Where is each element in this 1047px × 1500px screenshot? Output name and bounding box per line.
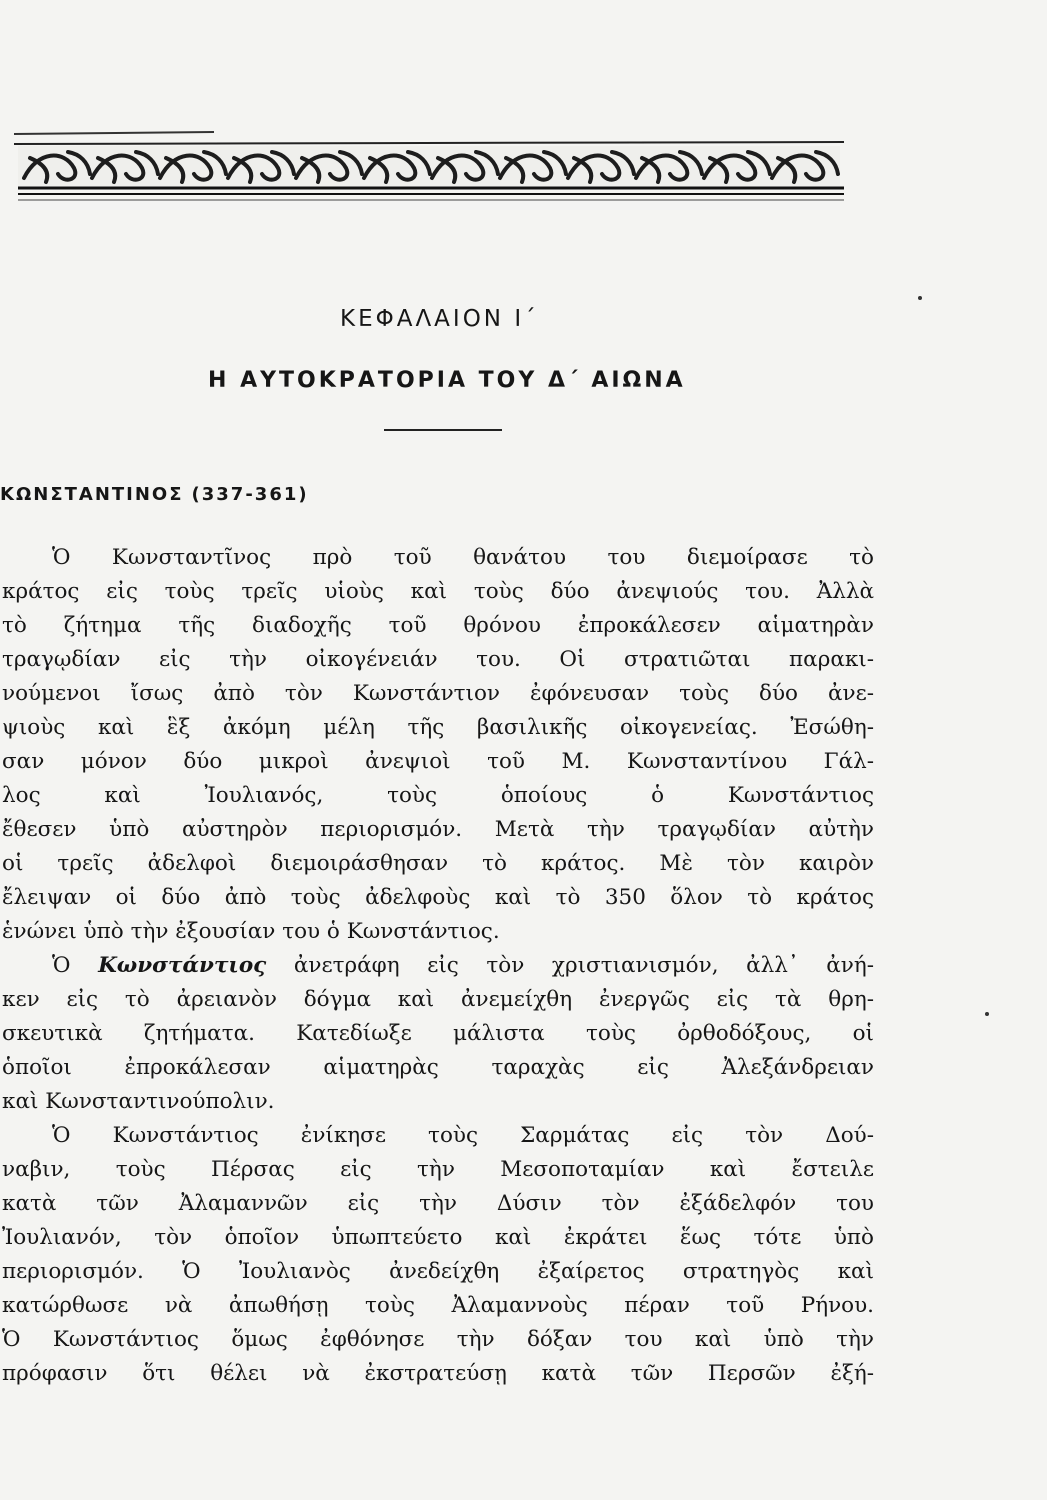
decorative-leaf-border [14, 128, 846, 210]
title-divider [384, 429, 502, 431]
section-dates: (337-361) [191, 484, 309, 505]
text-line: τραγῳδίαν εἰς τὴν οἰκογένειάν του. Οἱ στρατιῶται παρακι- [2, 647, 874, 672]
text-line: ψιοὺς καὶ ἓξ ἀκόμη μέλη τῆς βασιλικῆς οἰκογενείας. Ἐσώθη- [2, 715, 874, 740]
text-run: ἀνετράφη εἰς τὸν χριστιανισμόν, ἀλλ᾽ ἀνή- [266, 953, 874, 978]
text-line: Ὁ Κωνστάντιος ἐνίκησε τοὺς Σαρμάτας εἰς τὸν Δού- [52, 1123, 874, 1148]
text-line [52, 949, 874, 983]
text-line: σαν μόνον δύο μικροὶ ἀνεψιοὶ τοῦ Μ. Κωνσταντίνου Γάλ- [2, 749, 874, 774]
text-line: τὸ ζήτημα τῆς διαδοχῆς τοῦ θρόνου ἐπροκάλεσεν αἱματηρὰν [2, 613, 874, 638]
text-line: ἑνώνει ὑπὸ τὴν ἐξουσίαν του ὁ Κωνστάντιος. [2, 919, 500, 944]
text-line: πρόφασιν ὅτι θέλει νὰ ἐκστρατεύσῃ κατὰ τῶν Περσῶν ἐξή- [2, 1361, 874, 1386]
section-name: ΚΩΝΣΤΑΝΤΙΝΟΣ [0, 484, 184, 505]
text-line: σκευτικὰ ζητήματα. Κατεδίωξε μάλιστα τοὺς ὀρθοδόξους, οἱ [2, 1021, 874, 1046]
text-line: ὁποῖοι ἐπροκάλεσαν αἱματηρὰς ταραχὰς εἰς Ἀλεξάνδρειαν [2, 1055, 874, 1080]
chapter-title: Η ΑΥΤΟΚΡΑΤΟΡΙΑ ΤΟΥ Δ΄ ΑΙΩΝΑ [208, 368, 686, 393]
emphasized-name: Κωνστάντιος [98, 953, 267, 978]
chapter-label: ΚΕΦΑΛΑΙΟΝ Ι΄ [340, 306, 539, 332]
text-line: ναβιν, τοὺς Πέρσας εἰς τὴν Μεσοποταμίαν καὶ ἔστειλε [2, 1157, 874, 1182]
text-line: Ὁ Κωνστάντιος ὅμως ἐφθόνησε τὴν δόξαν του καὶ ὑπὸ τὴν [2, 1327, 874, 1352]
text-line: νούμενοι ἴσως ἀπὸ τὸν Κωνστάντιον ἐφόνευσαν τοὺς δύο ἀνε- [2, 681, 874, 706]
text-line: ἔθεσεν ὑπὸ αὐστηρὸν περιορισμόν. Μετὰ τὴν τραγῳδίαν αὐτὴν [2, 817, 874, 842]
text-line: περιορισμόν. Ὁ Ἰουλιανὸς ἀνεδείχθη ἐξαίρετος στρατηγὸς καὶ [2, 1259, 874, 1284]
text-run: Ὁ [52, 953, 99, 978]
text-line: ἔλειψαν οἱ δύο ἀπὸ τοὺς ἀδελφοὺς καὶ τὸ 350 ὅλον τὸ κράτος [2, 885, 874, 910]
print-speck [985, 1012, 989, 1016]
text-line: λος καὶ Ἰουλιανός, τοὺς ὁποίους ὁ Κωνστάντιος [2, 783, 874, 808]
text-line: Ἰουλιανόν, τὸν ὁποῖον ὑπωπτεύετο καὶ ἐκράτει ἕως τότε ὑπὸ [2, 1225, 874, 1250]
text-line: κατώρθωσε νὰ ἀπωθήσῃ τοὺς Ἀλαμαννοὺς πέραν τοῦ Ρήνου. [2, 1293, 874, 1318]
section-heading [0, 484, 309, 505]
text-line: κεν εἰς τὸ ἀρειανὸν δόγμα καὶ ἀνεμείχθη ἐνεργῶς εἰς τὰ θρη- [2, 987, 874, 1012]
text-line: Ὁ Κωνσταντῖνος πρὸ τοῦ θανάτου του διεμοίρασε τὸ [52, 545, 874, 570]
text-line: κατὰ τῶν Ἀλαμαννῶν εἰς τὴν Δύσιν τὸν ἐξάδελφόν του [2, 1191, 874, 1216]
print-speck [918, 296, 922, 300]
text-line: καὶ Κωνσταντινούπολιν. [2, 1089, 275, 1114]
text-line: κράτος εἰς τοὺς τρεῖς υἱοὺς καὶ τοὺς δύο ἀνεψιούς του. Ἀλλὰ [2, 579, 874, 604]
text-line: οἱ τρεῖς ἀδελφοὶ διεμοιράσθησαν τὸ κράτος. Μὲ τὸν καιρὸν [2, 851, 874, 876]
